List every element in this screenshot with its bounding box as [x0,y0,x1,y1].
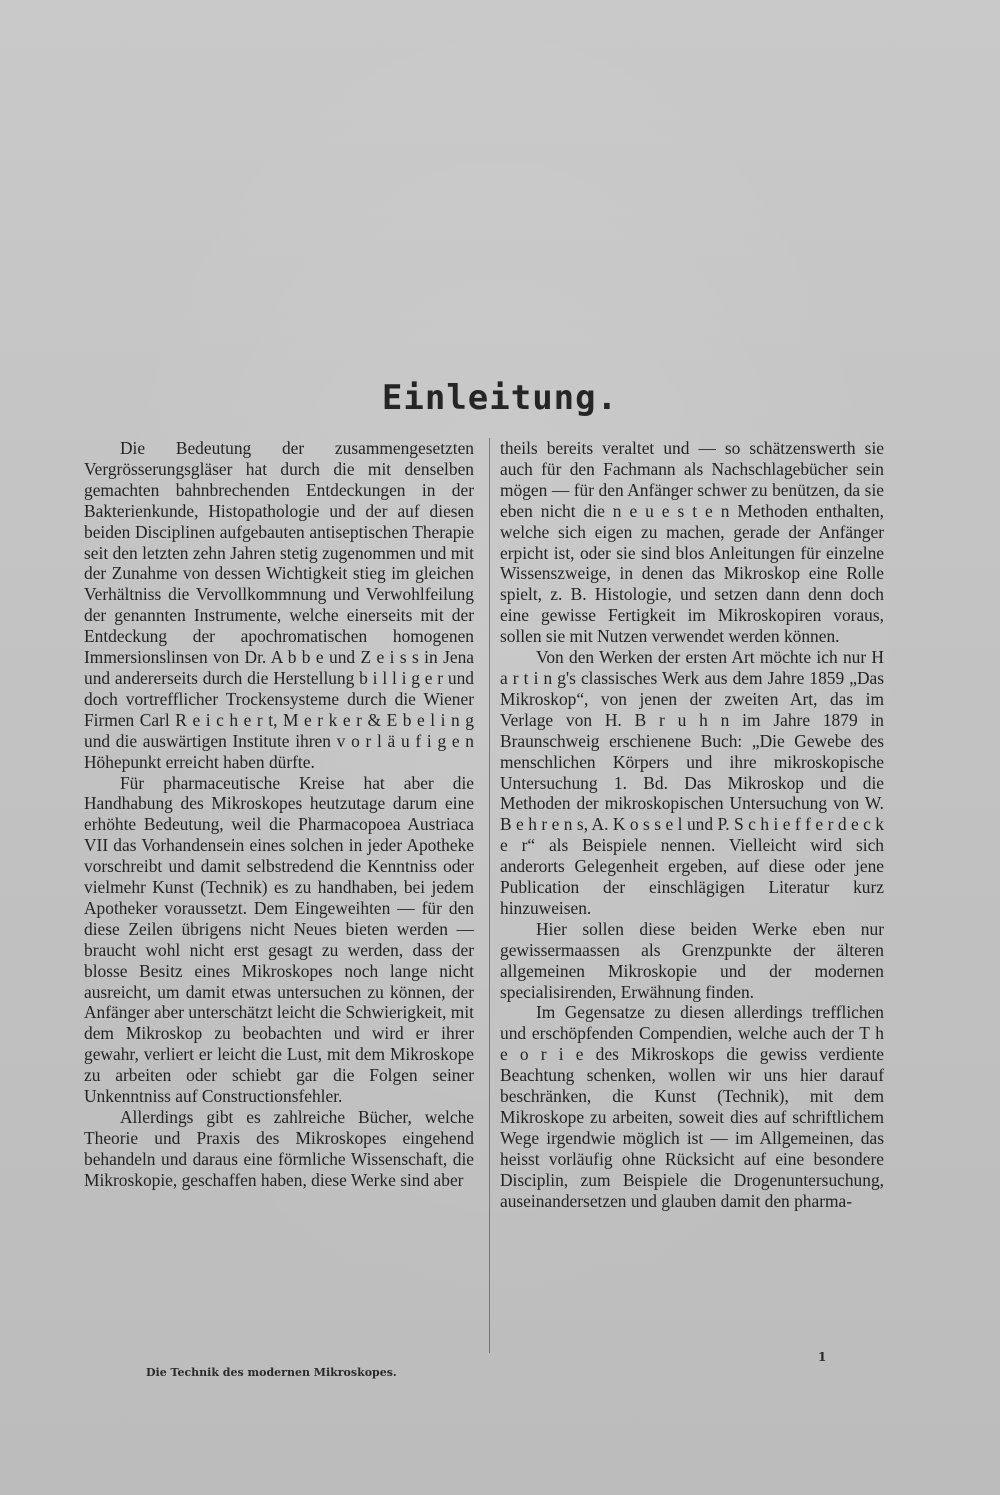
paragraph: Im Gegensatze zu diesen allerdings trefflichen und erschöpfenden Compendien, welche auch der T h e o r i e des Mikroskops die gewiss verdiente Beachtung schenken, wollen wir uns hier darauf beschränken, die Kunst (Technik), mit dem Mikroskope zu arbeiten, soweit dies auf schriftlichem Wege irgendwie möglich ist — im Allgemeinen, das heisst vorläufig ohne Rücksicht auf eine besondere Disciplin, zum Beispiele die Drogenuntersuchung, auseinandersetzen und glauben damit den pharma- [500,1002,884,1211]
left-column [84,438,474,1191]
paragraph: Von den Werken der ersten Art möchte ich nur H a r t i n g's classisches Werk aus dem Jahre 1859 „Das Mikroskop“, von jenen der zweiten Art, das im Verlage von H. B r u h n im Jahre 1879 in Braunschweig erschienene Buch: „Die Gewebe des menschlichen Körpers und ihre mikroskopische Untersuchung 1. Bd. Das Mikroskop und die Methoden der mikroskopischen Untersuchung von W. B e h r e n s, A. K o s s e l und P. S c h i e f f e r d e c k e r“ als Beispiele nennen. Vielleicht wird sich anderorts Gelegenheit ergeben, auf diese oder jene Publication der einschlägigen Literatur kurz hinzuweisen. [500,647,884,918]
paragraph: Allerdings gibt es zahlreiche Bücher, welche Theorie und Praxis des Mikroskopes eingehend behandeln und daraus eine förmliche Wissenschaft, die Mikroskopie, geschaffen haben, diese Werke sind aber [84,1107,474,1190]
paragraph: Die Bedeutung der zusammengesetzten Vergrösserungsgläser hat durch die mit denselben gemachten bahnbrechenden Entdeckungen in der Bakterienkunde, Histopathologie und der auf diesen beiden Disciplinen aufgebauten antiseptischen Therapie seit den letzten zehn Jahren stetig zugenommen und mit der Zunahme von dessen Wichtigkeit stieg im gleichen Verhältniss die Vervollkommnung und Verwohlfeilung der genannten Instrumente, welche einerseits mit der Entdeckung der apochromatischen homogenen Immersionslinsen von Dr. A b b e und Z e i s s in Jena und andererseits durch die Herstellung b i l l i g e r und doch vortrefflicher Trockensysteme durch die Wiener Firmen Carl R e i c h e r t, M e r k e r & E b e l i n g und die auswärtigen Institute ihren v o r l ä u f i g e n Höhepunkt erreicht haben dürfte. [84,438,474,772]
sheet-number: 1 [818,1350,827,1364]
paragraph: Für pharmaceutische Kreise hat aber die Handhabung des Mikroskopes heutzutage darum eine erhöhte Bedeutung, weil die Pharmacopoea Austriaca VII das Vorhandensein eines solchen in jeder Apotheke vorschreibt und damit selbstredend die Kenntniss oder vielmehr Kunst (Technik) es zu handhaben, bei jedem Apotheker voraussetzt. Dem Eingeweihten — für den diese Zeilen übrigens nicht Neues bieten werden — braucht wohl nicht erst gesagt zu werden, dass der blosse Besitz eines Mikroskopes noch lange nicht ausreicht, um damit etwas untersuchen zu können, der Anfänger aber unterschätzt leicht die Schwierigkeit, mit dem Mikroskop zu beobachten und wird er ihrer gewahr, verliert er leicht die Lust, mit dem Mikroskope zu arbeiten oder schiebt gar die Folgen seiner Unkenntniss auf Constructionsfehler. [84,772,474,1107]
right-column [500,438,884,1212]
paragraph: Hier sollen diese beiden Werke eben nur gewissermaassen als Grenzpunkte der älteren allgemeinen Mikroskopie und der modernen specialisirenden, Erwähnung finden. [500,918,884,1002]
chapter-title: Einleitung. [381,378,619,418]
paragraph: theils bereits veraltet und — so schätzenswerth sie auch für den Fachmann als Nachschlagebücher sein mögen — für den Anfänger schwer zu benützen, da sie eben nicht die n e u e s t e n Methoden enthalten, welche sich eigen zu machen, gerade der Anfänger erpicht ist, oder sie sind blos Anleitungen für einzelne Wissenszweige, in denen das Mikroskop eine Rolle spielt, z. B. Histologie, und setzen dann denn doch eine gewisse Fertigkeit im Mikroskopiren voraus, sollen sie mit Nutzen verwendet werden können. [500,438,884,647]
column-divider [489,438,490,1353]
signature-line: Die Technik des modernen Mikroskopes. [146,1366,397,1379]
